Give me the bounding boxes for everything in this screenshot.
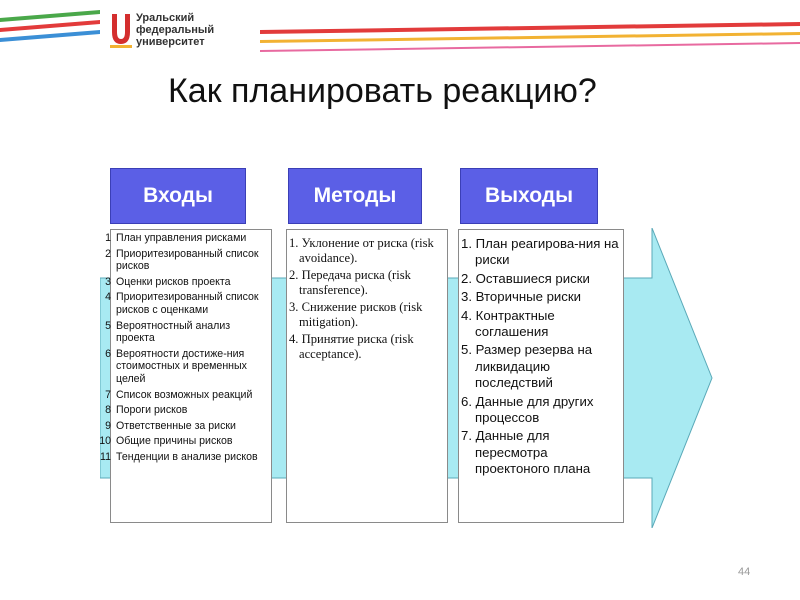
item-number: 11: [100, 450, 111, 463]
item-text: Вероятности достиже-ния стоимостных и временных целей: [116, 347, 247, 385]
item-text: Список возможных реакций: [116, 388, 253, 401]
item-text: План управления рисками: [116, 232, 247, 244]
methods-box: [286, 229, 448, 523]
list-item: [105, 319, 269, 345]
list-item: [105, 275, 269, 289]
item-number: 2: [105, 247, 111, 260]
item-number: 5: [105, 319, 111, 332]
logo-line-2: федеральный: [136, 24, 215, 36]
output-item: 2. Оставшиеся риски: [461, 270, 590, 286]
item-text: Оценки рисков проекта: [116, 275, 231, 288]
list-item: [99, 435, 269, 448]
method-item: 3. Снижение рисков (risk mitigation).: [289, 300, 423, 329]
item-number: 4: [105, 291, 111, 304]
list-item: [105, 232, 269, 245]
logo-line-3: университет: [136, 36, 205, 48]
inputs-box: [99, 229, 272, 523]
method-item: 1. Уклонение от риска (risk avoidance).: [289, 236, 434, 265]
item-number: 6: [105, 347, 111, 360]
item-text: Ответственные за риски: [116, 419, 236, 432]
output-item: 5. Размер резерва на ликвидацию последствий: [461, 342, 593, 391]
item-number: 8: [105, 404, 111, 417]
item-text: Приоритезированный список рисков: [116, 247, 259, 273]
outputs-box: [458, 229, 624, 523]
output-item: 4. Контрактные соглашения: [461, 307, 555, 340]
logo-line-1: Уральский: [136, 12, 195, 24]
list-item: [105, 291, 269, 316]
item-number: 1: [105, 232, 111, 244]
methods-header: Методы: [288, 168, 422, 224]
item-text: Тенденции в анализе рисков: [116, 450, 258, 463]
university-name: [136, 12, 214, 48]
method-item: 4. Принятие риска (risk acceptance).: [289, 332, 414, 361]
university-logo-icon: [110, 12, 132, 48]
item-number: 9: [105, 419, 111, 432]
slide-title: Как планировать реакцию?: [168, 72, 597, 110]
item-number: 10: [99, 435, 111, 448]
list-item: [105, 404, 269, 417]
list-item: [105, 419, 269, 433]
list-item: [100, 450, 269, 464]
page-number: 44: [738, 566, 751, 578]
output-item: 1. План реагирова-ния на риски: [461, 236, 619, 268]
item-text: Общие причины рисков: [116, 435, 233, 448]
item-text: Вероятностный анализ проекта: [116, 319, 231, 345]
inputs-list: [99, 232, 269, 464]
list-item: [105, 247, 269, 273]
outputs-header: Выходы: [460, 168, 598, 224]
item-number: 7: [105, 388, 111, 401]
method-item: 2. Передача риска (risk transference).: [289, 268, 411, 297]
output-item: 6. Данные для других процессов: [461, 393, 594, 426]
item-text: Приоритезированный список рисков с оценками: [116, 291, 259, 316]
output-item: 3. Вторичные риски: [461, 289, 582, 305]
inputs-header: Входы: [110, 168, 246, 224]
list-item: [105, 388, 269, 402]
item-number: 3: [105, 275, 111, 288]
university-logo: [110, 10, 250, 60]
item-text: Пороги рисков: [116, 404, 188, 417]
output-item: 7. Данные для пересмотра проектоного плана: [461, 428, 591, 477]
list-item: [105, 347, 269, 386]
